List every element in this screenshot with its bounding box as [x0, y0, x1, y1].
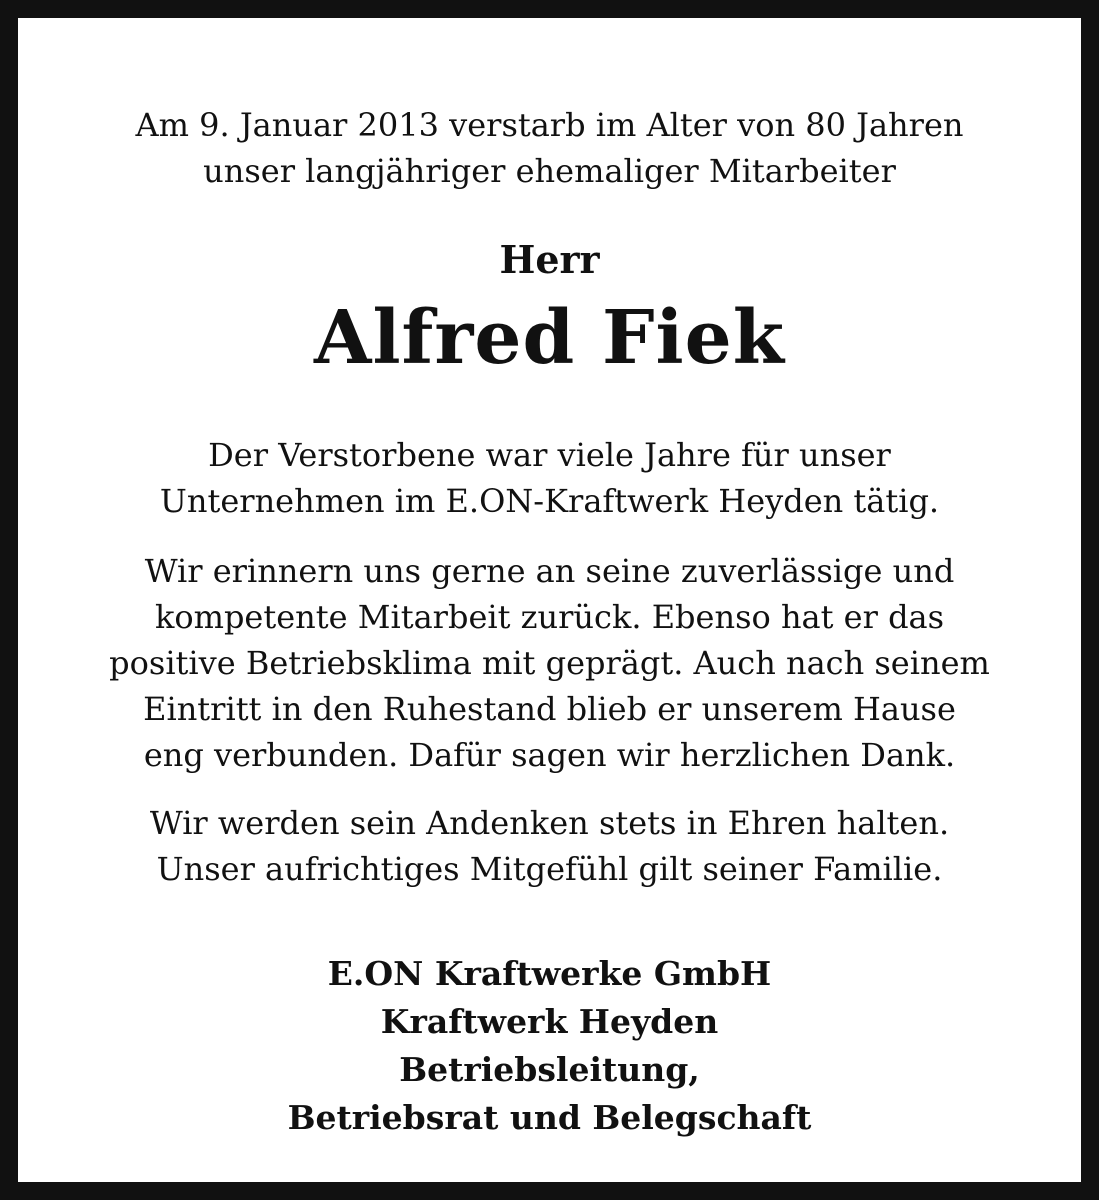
paragraph-line: eng verbunden. Dafür sagen wir herzlichen Dank. [143, 736, 956, 774]
signature-block [36, 950, 1063, 1142]
intro-text [36, 102, 1063, 194]
paragraph-line: Unternehmen im E.ON-Kraftwerk Heyden tätig. [159, 482, 940, 520]
signature-line: Kraftwerk Heyden [380, 1002, 719, 1041]
paragraph-line: positive Betriebsklima mit geprägt. Auch nach seinem [109, 644, 990, 682]
paragraph-line: Unser aufrichtiges Mitgefühl gilt seiner Familie. [156, 850, 943, 888]
intro-line: unser langjähriger ehemaliger Mitarbeiter [203, 152, 896, 190]
paragraph-line: Eintritt in den Ruhestand blieb er unserem Hause [143, 690, 956, 728]
paragraph-line: Wir werden sein Andenken stets in Ehren halten. [149, 804, 950, 842]
paragraph-tenure [36, 432, 1063, 524]
paragraph-condolence [36, 800, 1063, 892]
signature-line: Betriebsrat und Belegschaft [287, 1098, 812, 1137]
paragraph-line: kompetente Mitarbeit zurück. Ebenso hat er das [154, 598, 945, 636]
paragraph-line: Wir erinnern uns gerne an seine zuverlässige und [144, 552, 955, 590]
salutation: Herr [499, 237, 600, 282]
obituary-content [36, 36, 1063, 1164]
deceased-name: Alfred Fiek [314, 295, 785, 381]
paragraph-line: Der Verstorbene war viele Jahre für unser [208, 436, 891, 474]
signature-line: Betriebsleitung, [399, 1050, 700, 1089]
paragraph-remembrance [36, 548, 1063, 778]
signature-line: E.ON Kraftwerke GmbH [327, 954, 772, 993]
intro-line: Am 9. Januar 2013 verstarb im Alter von 80 Jahren [135, 106, 964, 144]
